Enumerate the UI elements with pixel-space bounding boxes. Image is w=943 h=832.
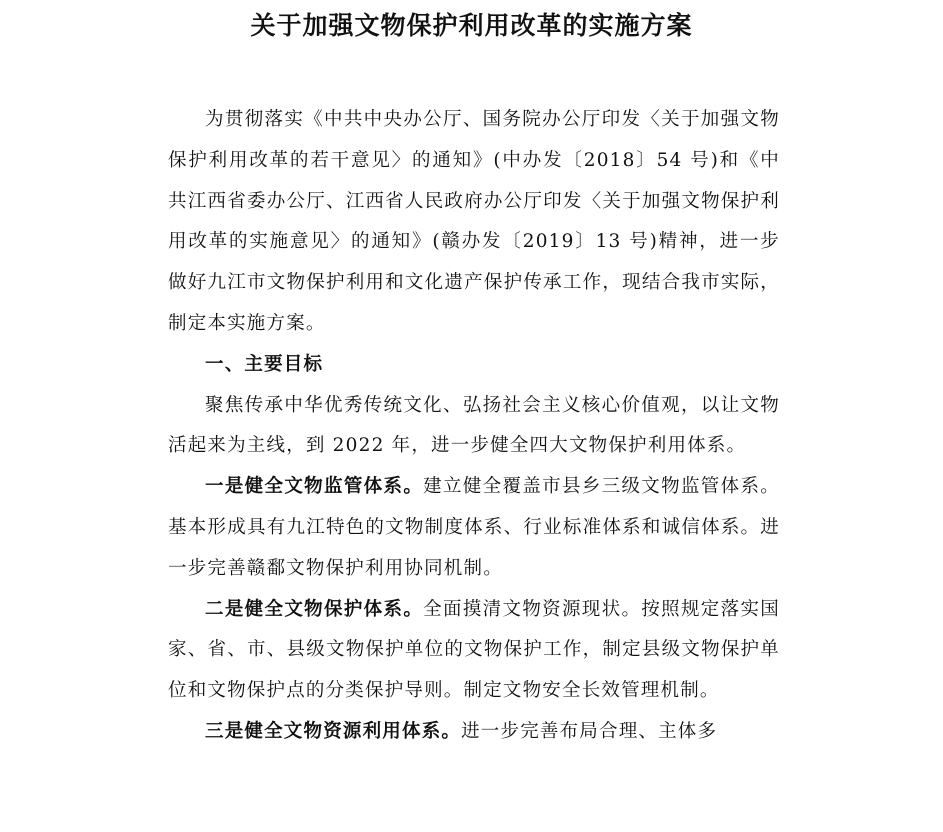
goal-item-lead: 三是健全文物资源利用体系。	[205, 720, 462, 742]
goal-item-lead: 一是健全文物监管体系。	[205, 476, 424, 498]
section-heading-main-goals: 一、主要目标	[205, 353, 324, 375]
document-body	[168, 100, 780, 753]
goal-item-text: 进一步完善布局合理、主体多	[461, 720, 718, 742]
goal-item-text: 全面摸清文物资源现状。按照规定落实国家、省、市、县级文物保护单位的文物保护工作，制定县级文物保护单位和文物保护点的分类保护导则。制定文物安全长效管理机制。	[168, 598, 780, 702]
goals-paragraph: 聚焦传承中华优秀传统文化、弘扬社会主义核心价值观，以让文物活起来为主线，到 2022 年，进一步健全四大文物保护利用体系。	[168, 394, 780, 457]
goal-item-lead: 二是健全文物保护体系。	[205, 598, 424, 620]
goal-item-supervision	[168, 467, 780, 589]
goal-item-utilization	[168, 712, 780, 753]
goal-item-protection	[168, 590, 780, 712]
document-title: 关于加强文物保护利用改革的实施方案	[250, 11, 693, 40]
intro-paragraph: 为贯彻落实《中共中央办公厅、国务院办公厅印发〈关于加强文物保护利用改革的若干意见〉的通知》(中办发〔2018〕54 号)和《中共江西省委办公厅、江西省人民政府办公厅印发〈关于加强文物保护利用改革的实施意见〉的通知》(赣办发〔2019〕13 号)精神，进一步做好九江市文物保护利用和文化遗产保护传承工作，现结合我市实际，制定本实施方案。	[168, 109, 780, 334]
goal-item-text: 建立健全覆盖市县乡三级文物监管体系。基本形成具有九江特色的文物制度体系、行业标准体系和诚信体系。进一步完善赣鄱文物保护利用协同机制。	[168, 476, 780, 579]
